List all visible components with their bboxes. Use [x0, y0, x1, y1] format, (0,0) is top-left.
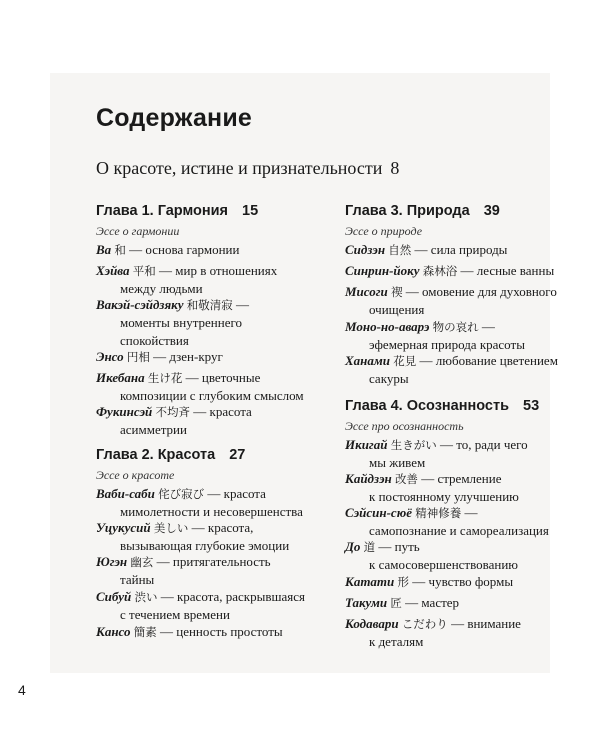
entry-description: — сила природы [411, 242, 508, 257]
entry-kanji: こだわり [401, 617, 448, 631]
entry-term: Мисоги [345, 284, 388, 299]
entry-description: — любование цветением [416, 353, 558, 368]
toc-entry[interactable] [345, 594, 560, 612]
entry-term: Сидзэн [345, 242, 386, 257]
entry-kanji: 美しい [153, 521, 189, 535]
entry-description: — красота [190, 404, 252, 419]
toc-entry[interactable] [345, 436, 560, 472]
essay-link[interactable]: Эссе про осознанность [345, 419, 464, 433]
entry-kanji: 平和 [132, 264, 156, 278]
entry-kanji: 精神修養 [415, 506, 462, 520]
toc-entry[interactable] [345, 283, 560, 319]
toc-entry[interactable] [345, 504, 560, 540]
entry-term: Кодавари [345, 616, 399, 631]
entry-description-cont: к постоянному улучшению [369, 489, 519, 504]
chapter-title: Глава 3. Природа [345, 203, 470, 219]
entry-description-cont: мы живем [369, 455, 426, 470]
entry-term: Кайдзэн [345, 471, 392, 486]
entry-kanji: 侘び寂び [158, 487, 205, 501]
entry-description: — чувство формы [409, 574, 514, 589]
toc-entry[interactable] [345, 241, 560, 259]
entry-kanji: 自然 [388, 243, 412, 257]
entry-term: Катати [345, 574, 395, 589]
entry-kanji: 生きがい [390, 438, 437, 452]
toc-entry[interactable] [96, 262, 311, 298]
entry-description: — [478, 319, 495, 334]
entry-kanji: 不均斉 [155, 405, 191, 419]
entry-term: Фукинсэй [96, 404, 153, 419]
toc-entry[interactable] [96, 553, 311, 589]
entry-kanji: 形 [397, 575, 410, 589]
chapter-heading[interactable] [345, 203, 500, 219]
entry-kanji: 幽玄 [130, 555, 154, 569]
essay-link[interactable]: Эссе о красоте [96, 468, 175, 482]
essay-link[interactable]: Эссе о гармонии [96, 224, 180, 238]
entry-term: Уцукусий [96, 520, 151, 535]
entry-description: — основа гармонии [125, 242, 240, 257]
entry-kanji: 森林浴 [422, 264, 458, 278]
entry-description-cont: сакуры [369, 371, 409, 386]
entry-description: — цветочные [182, 370, 261, 385]
toc-entry[interactable] [96, 296, 311, 350]
toc-entry[interactable] [96, 348, 311, 366]
entry-description: — лесные ванны [457, 263, 555, 278]
entry-term: Ваби-саби [96, 486, 155, 501]
chapter-title: Глава 2. Красота [96, 447, 216, 463]
chapter-heading[interactable] [345, 398, 539, 414]
entry-kanji: 和敬清寂 [186, 298, 233, 312]
entry-description: — то, ради чего [436, 437, 528, 452]
entry-kanji: 物の哀れ [432, 320, 479, 334]
entry-description-cont: очищения [369, 302, 425, 317]
entry-description: — красота, раскрывшаяся [157, 589, 306, 604]
toc-entry[interactable] [345, 538, 560, 574]
essay-link[interactable]: Эссе о природе [345, 224, 423, 238]
toc-entry[interactable] [96, 403, 311, 439]
entry-term: Энсо [96, 349, 124, 364]
page-title: Содержание [96, 104, 253, 132]
entry-term: Кансо [96, 624, 131, 639]
entry-description: — путь [375, 539, 420, 554]
entry-term: Сэйсин-сюё [345, 505, 412, 520]
entry-kanji: 道 [363, 540, 376, 554]
intro-text: О красоте, истине и признательности [96, 158, 383, 178]
entry-description: — мир в отношениях [155, 263, 278, 278]
toc-entry[interactable] [96, 369, 311, 405]
entry-description-cont: между людьми [120, 281, 203, 296]
entry-description-cont: моменты внутреннего [120, 315, 242, 330]
intro-entry [96, 158, 399, 179]
entry-term: Сибуй [96, 589, 132, 604]
intro-page: 8 [390, 158, 400, 178]
entry-description: — дзен-круг [149, 349, 223, 364]
toc-entry[interactable] [96, 519, 311, 555]
toc-entry[interactable] [345, 470, 560, 506]
entry-kanji: 花見 [393, 354, 417, 368]
toc-entry[interactable] [345, 615, 560, 651]
entry-description: — красота [204, 486, 266, 501]
toc-entry[interactable] [345, 573, 560, 591]
entry-kanji: 和 [114, 243, 126, 257]
chapter-page: 53 [523, 398, 540, 414]
chapter-page: 15 [242, 203, 259, 219]
entry-description-cont: с течением времени [120, 607, 230, 622]
chapter-title: Глава 1. Гармония [96, 203, 228, 219]
entry-description: — красота, [188, 520, 254, 535]
toc-entry[interactable] [345, 318, 560, 354]
entry-description-cont: самопознание и самореализация [369, 523, 549, 538]
entry-description: — внимание [447, 616, 521, 631]
entry-description-cont: к самосовершенствованию [369, 557, 519, 572]
entry-term: Синрин-йоку [345, 263, 420, 278]
entry-term: Ханами [345, 353, 391, 368]
entry-term: Икигай [345, 437, 388, 452]
entry-description: — притягательность [153, 554, 271, 569]
entry-kanji: 生け花 [147, 371, 183, 385]
toc-entry[interactable] [96, 241, 311, 259]
entry-term: Такуми [345, 595, 388, 610]
entry-term: Икебана [96, 370, 145, 385]
entry-description: — [232, 297, 250, 312]
chapter-heading[interactable] [96, 203, 258, 219]
entry-term: Вакэй-сэйдзяку [96, 297, 184, 312]
entry-description: — ценность простоты [156, 624, 283, 639]
chapter-page: 39 [483, 203, 500, 219]
entry-kanji: 円相 [126, 350, 150, 364]
entry-description: — [461, 505, 478, 520]
entry-description: — омовение для духовного [402, 284, 557, 299]
entry-description-cont: вызывающая глубокие эмоции [120, 538, 290, 553]
toc-entry[interactable] [345, 352, 560, 388]
entry-description-cont: эфемерная природа красоты [369, 337, 525, 352]
toc-entry[interactable] [345, 262, 560, 280]
entry-description-cont: тайны [120, 572, 155, 587]
entry-kanji: 改善 [394, 472, 418, 486]
entry-kanji: 簡素 [133, 625, 157, 639]
chapter-page: 27 [229, 447, 246, 463]
entry-description: — стремление [417, 471, 502, 486]
entry-description-cont: мимолетности и несовершенства [120, 504, 303, 519]
entry-term: До [345, 539, 361, 554]
entry-term: Ва [96, 242, 112, 257]
toc-entry[interactable] [96, 588, 311, 624]
entry-term: Югэн [96, 554, 128, 569]
toc-entry[interactable] [96, 623, 311, 641]
toc-entry[interactable] [96, 485, 311, 521]
entry-description-cont: спокойствия [120, 333, 189, 348]
entry-term: Моно-но-аварэ [345, 319, 430, 334]
entry-term: Хэйва [96, 263, 130, 278]
entry-description-cont: композиции с глубоким смыслом [120, 388, 304, 403]
page-number: 4 [18, 682, 26, 698]
chapter-heading[interactable] [96, 447, 245, 463]
entry-description-cont: асимметрии [120, 422, 187, 437]
entry-kanji: 渋い [134, 590, 158, 604]
chapter-title: Глава 4. Осознанность [345, 398, 510, 414]
entry-description: — мастер [401, 595, 460, 610]
entry-kanji: 禊 [391, 285, 403, 299]
entry-kanji: 匠 [390, 596, 402, 610]
entry-description-cont: к деталям [369, 634, 424, 649]
